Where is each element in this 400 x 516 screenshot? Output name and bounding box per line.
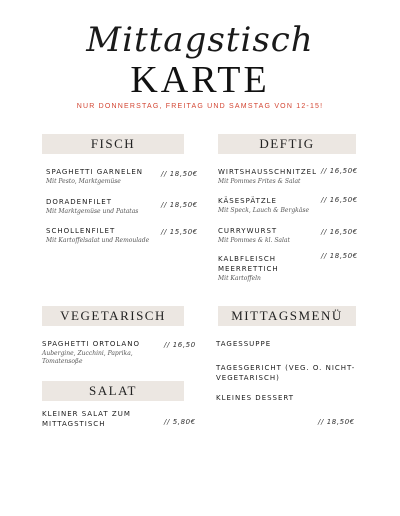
item-name: SCHOLLENFILET	[46, 227, 116, 235]
item-description: Mit Pommes Frites & Salat	[218, 178, 301, 185]
section-header-salat	[42, 381, 184, 401]
item-description: Mit Kartoffelsalat und Remoulade	[46, 237, 150, 244]
item-name: DORADENFILET	[46, 198, 113, 206]
menu-item	[218, 254, 308, 283]
item-name: KLEINES DESSERT	[216, 394, 295, 402]
menu-item	[42, 409, 154, 429]
section-title: DEFTIG	[259, 136, 315, 151]
item-name: SPAGHETTI ORTOLANO	[42, 340, 140, 348]
menu-item	[216, 393, 356, 403]
item-description: Mit Speck, Lauch & Bergkäse	[218, 207, 310, 214]
menu-price: // 18,50€	[318, 418, 355, 426]
menu-item	[218, 226, 323, 245]
section-title: VEGETARISCH	[60, 308, 166, 323]
menu-item	[46, 197, 164, 216]
item-price: // 18,50€	[161, 201, 198, 209]
item-description: Mit Marktgemüse und Patatas	[46, 208, 139, 215]
menu-item	[46, 226, 164, 245]
menu-item	[216, 339, 356, 349]
item-price: // 18,50€	[161, 170, 198, 178]
item-name: KÄSESPÄTZLE	[218, 197, 277, 205]
item-name: TAGESGERICHT (VEG. O. NICHT-VEGETARISCH)	[216, 364, 356, 382]
menu-item	[216, 363, 356, 383]
item-name: CURRYWURST	[218, 227, 278, 235]
item-name: SPAGHETTI GARNELEN	[46, 168, 144, 176]
item-price: // 16,50€	[321, 167, 358, 175]
section-header-vegetarisch	[42, 306, 184, 326]
item-name: KLEINER SALAT ZUM MITTAGSTISCH	[42, 410, 131, 428]
script-title: Mittagstisch	[86, 20, 314, 60]
section-header-fisch	[42, 134, 184, 154]
menu-item	[42, 339, 157, 366]
opening-hours-note: NUR DONNERSTAG, FREITAG UND SAMSTAG VON 12-15!	[76, 103, 324, 110]
item-name: WIRTSHAUSSCHNITZEL	[218, 168, 317, 176]
item-price: // 5,80€	[164, 418, 196, 426]
menu-item	[218, 196, 323, 215]
page-title: KARTE	[130, 59, 270, 101]
section-title: MITTAGSMENÜ	[231, 308, 343, 323]
item-price: // 16,50€	[321, 196, 358, 204]
item-price: // 18,50€	[321, 252, 358, 260]
item-name: KALBFLEISCH MEERRETTICH	[218, 255, 279, 273]
item-price: // 16,50€	[321, 228, 358, 236]
item-price: // 16,50	[164, 341, 196, 349]
section-header-deftig	[218, 134, 356, 154]
item-price: // 15,50€	[161, 228, 198, 236]
item-description: Aubergine, Zucchini, Paprika, Tomatensoße	[42, 350, 133, 365]
menu-item	[218, 167, 323, 186]
section-title: FISCH	[90, 136, 136, 151]
item-description: Mit Pommes & kl. Salat	[218, 237, 290, 244]
section-title: SALAT	[89, 383, 137, 398]
item-description: Mit Kartoffeln	[218, 275, 261, 282]
item-description: Mit Pesto, Marktgemüse	[46, 178, 121, 185]
section-header-mittagsmenue	[218, 306, 356, 326]
menu-item	[46, 167, 164, 186]
item-name: TAGESSUPPE	[216, 340, 272, 348]
